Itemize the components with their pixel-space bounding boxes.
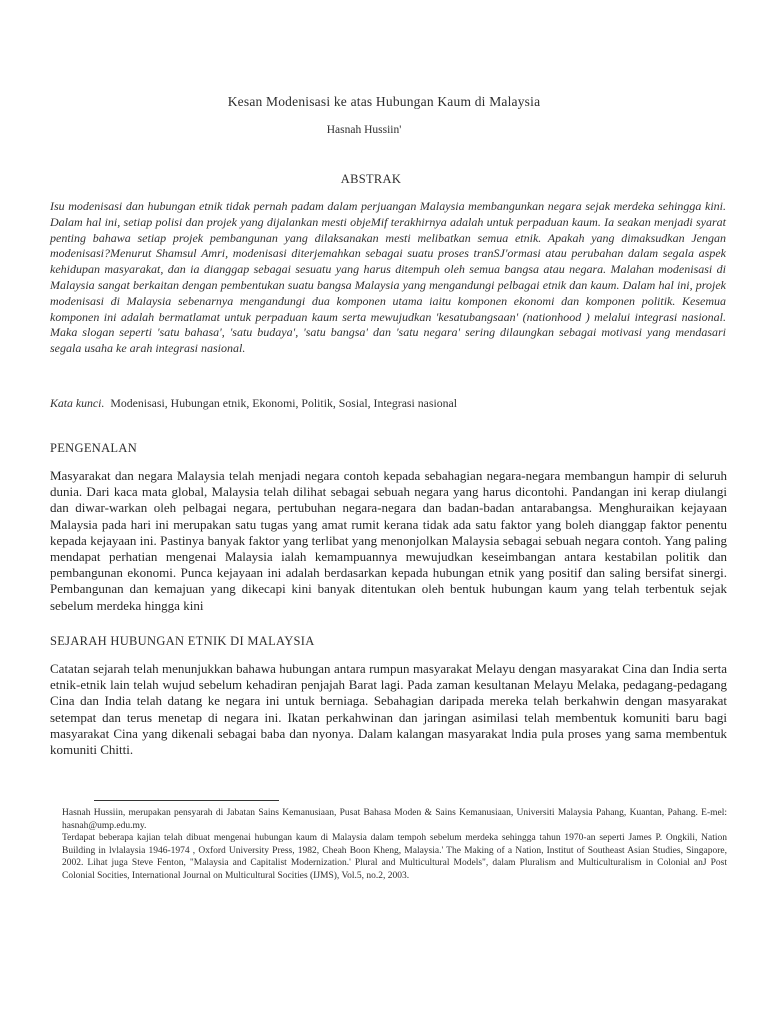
footnote-divider — [94, 800, 279, 801]
footnote-item: Hasnah Hussiin, merupakan pensyarah di Jabatan Sains Kemanusiaan, Pusat Bahasa Moden & Sains Kemanusiaan, Universiti Malaysia Pahang, Kuantan, Pahang. E-mel: hasnah@ump.edu.my. — [62, 808, 727, 831]
abstract-text: Isu modenisasi dan hubungan etnik tidak pernah padam dalam perjuangan Malaysia membangunkan negara sejak merdeka sehingga kini. Dalam hal ini, setiap polisi dan projek yang dijalankan mesti objeMif terakhirnya adalah untuk perpaduan kaum. Ia seakan menjadi syarat penting bahawa setiap projek pembangunan yang dilaksanakan mesti melibatkan semua etnik. Apakah yang dimaksudkan Jengan modenisasi?Menurut Shamsul Amri, modenisasi diterjemahkan sebagai suatu proses tranSJ'ormasi atau perubahan dalam segala aspek kehidupan masyarakat, dan ia dianggap sebagai sesuatu yang harus ditempuh oleh semua bangsa atau negara. Malahan modenisasi di Malaysia sangat berkaitan dengan pembentukan suatu bangsa Malaysia yang mengandungi pelbagai etnik dan kaum. Dalam hal ini, projek modenisasi di Malaysia sebenarnya mengandungi dua komponen utama iaitu komponen ekonomi dan komponen politik. Kesemua komponen ini adalah bermatlamat untuk perpaduan kaum serta mewujudkan 'kesatubangsaan' (nationhood ) melalui integrasi nasional. Maka slogan seperti 'satu bahasa', 'satu budaya', 'satu bangsa' dan 'satu negara' sering dilaungkan sebagai motivasi yang mendasari segala usaha ke arah integrasi nasional. — [50, 199, 726, 356]
keywords-text: Modenisasi, Hubungan etnik, Ekonomi, Politik, Sosial, Integrasi nasional — [110, 396, 458, 410]
paper-title: Kesan Modenisasi ke atas Hubungan Kaum di Malaysia — [227, 94, 541, 109]
section-heading-history: SEJARAH HUBUNGAN ETNIK DI MALAYSIA — [50, 634, 315, 648]
section-paragraph-history: Catatan sejarah telah menunjukkan bahawa hubungan antara rumpun masyarakat Melayu dengan masyarakat Cina dan India serta etnik-etnik lain telah wujud sebelum kehadiran penjajah Barat lagi. Pada zaman kesultanan Melayu Melaka, pedagang-pedagang Cina dan India telah datang ke negara ini untuk berniaga. Sebahagian daripada mereka telah berkahwin dengan masyarakat setempat dan terus menetap di negara ini. Ikatan perkahwinan dan jaringan asimilasi telah membentuk komuniti baru bagi masyarakat Cina yang dikenali sebagai baba dan nyonya. Dalam kalangan masyarakat lndia pula proses yang sama membentuk komuniti Chitti. — [50, 661, 727, 758]
keywords-label: Kata kunci. — [50, 396, 105, 410]
author-name: Hasnah Hussiin' — [326, 124, 402, 136]
section-paragraph-intro: Masyarakat dan negara Malaysia telah menjadi negara contoh kepada sebahagian negara-negara membangun hampir di seluruh dunia. Dari kaca mata global, Malaysia telah dilihat sebagai sebuah negara yang harus dicontohi. Pandangan ini kerap diulangi dan diwar-warkan oleh pelbagai negara, pertubuhan negara-negara dan badan-badan antarabangsa. Menghuraikan kejayaan Malaysia pada hari ini merupakan satu tugas yang amat rumit kerana tidak ada satu faktor yang boleh dianggap faktor penentu kepada kejayaan ini. Pastinya banyak faktor yang terlibat yang menonjolkan Malaysia sebagai sebuah negara contoh. Yang paling mendapat perhatian mengenai Malaysia ialah kemampuannya mewujudkan keseimbangan antara kestabilan politik dan pembangunan ekonomi. Punca kejayaan ini adalah berdasarkan kepada hubungan etnik yang positif dan saling bersifat sinergi. Pembangunan dan kemajuan yang dikecapi kini banyak ditentukan oleh bentuk hubungan kaum yang telah terbentuk sejak sebelum merdeka hingga kini — [50, 468, 727, 613]
section-heading-intro: PENGENALAN — [50, 441, 138, 455]
keywords — [50, 396, 726, 411]
abstract-heading: ABSTRAK — [340, 172, 402, 186]
footnotes — [62, 807, 727, 883]
footnote-item: Terdapat beberapa kajian telah dibuat mengenai hubungan kaum di Malaysia dalam tempoh sebelum merdeka sehingga tahun 1970-an seperti James P. Ongkili, Nation Building in lvlalaysia 1946-1974 , Oxford University Press, 1982, Cheah Boon Kheng, Malaysia.' The Making of a Nation, Institut of Southeast Asian Studies, Singapore, 2002. Lihat juga Steve Fenton, "Malaysia and Capitalist Modernization.' Plural and Multicultural Models", dalam Pluralism and Multiculturalism in Colonial anJ Post Colonial Socities, International Journal on Multicultural Socities (IJMS), Vol.5, no.2, 2003. — [62, 833, 727, 881]
